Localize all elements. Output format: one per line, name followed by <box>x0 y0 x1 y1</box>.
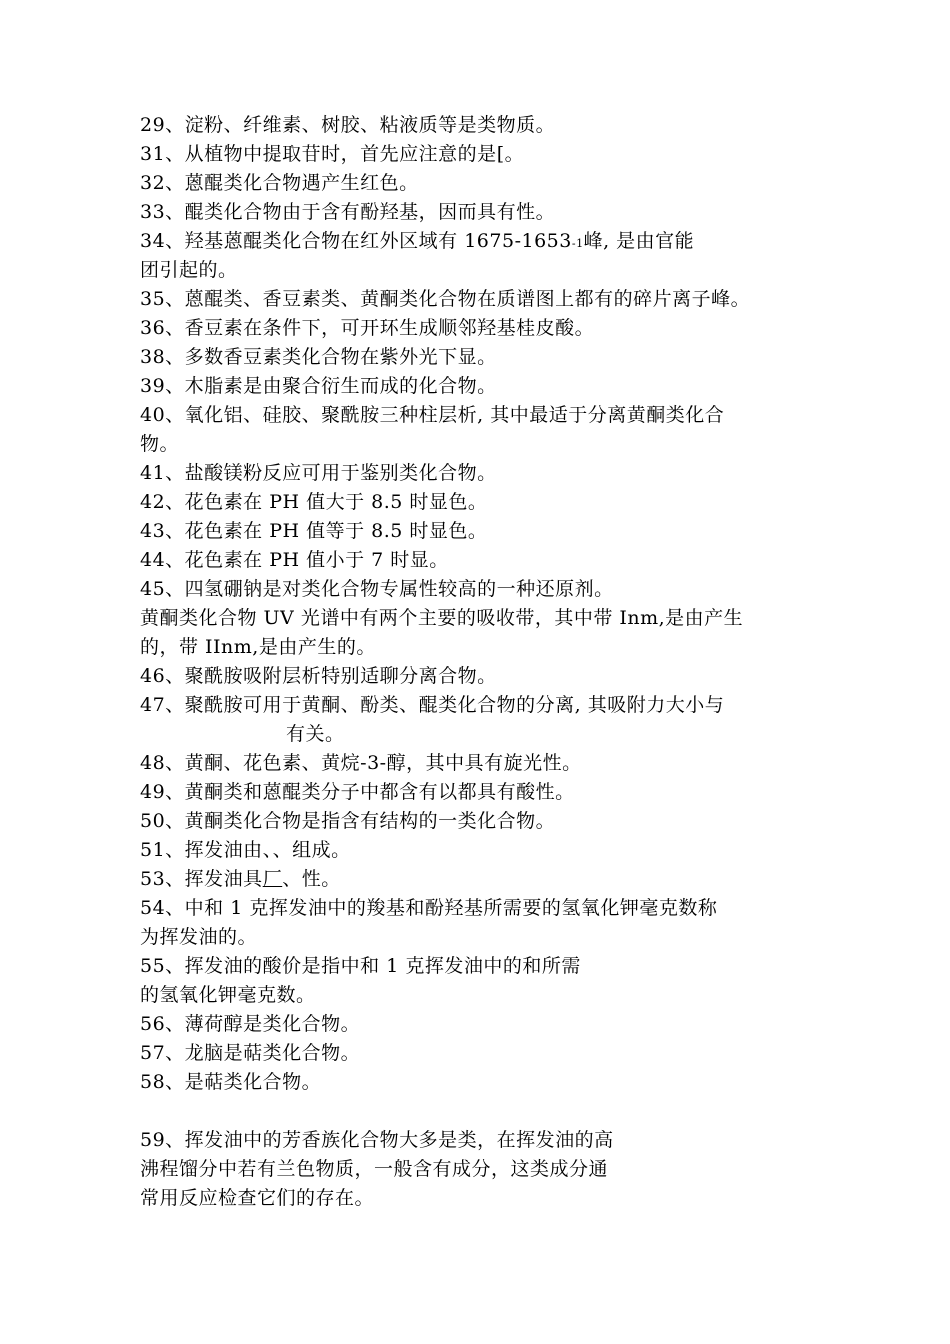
text-line: 29、淀粉、纤维素、树胶、粘液质等是类物质。 <box>140 114 556 136</box>
text-line-part: 34、羟基蒽醌类化合物在红外区域有 1675-1653 <box>140 230 572 252</box>
text-line: 57、龙脑是萜类化合物。 <box>140 1042 361 1064</box>
text-line: 的氢氧化钾毫克数。 <box>140 984 316 1006</box>
text-line: 59、挥发油中的芳香族化合物大多是类，在挥发油的高 <box>140 1129 614 1151</box>
text-line: 有关。 <box>286 723 345 745</box>
text-line: 35、蒽醌类、香豆素类、黄酮类化合物在质谱图上都有的碎片离子峰。 <box>140 288 751 310</box>
text-line: 沸程馏分中若有兰色物质，一般含有成分，这类成分通 <box>140 1158 609 1180</box>
text-line-part: 53、挥发油具 <box>140 868 263 890</box>
answer-blank: 厂 <box>262 868 283 890</box>
superscript-unit: -1 <box>571 237 584 250</box>
text-line: 36、香豆素在条件下，可开环生成顺邻羟基桂皮酸。 <box>140 317 595 339</box>
text-line: 黄酮类化合物 UV 光谱中有两个主要的吸收带，其中带 Inm,是由产生 <box>140 607 744 629</box>
text-line: 50、黄酮类化合物是指含有结构的一类化合物。 <box>140 810 556 832</box>
text-line: 45、四氢硼钠是对类化合物专属性较高的一种还原剂。 <box>140 578 614 600</box>
text-line: 58、是萜类化合物。 <box>140 1071 322 1093</box>
text-line <box>140 865 840 894</box>
text-line: 54、中和 1 克挥发油中的羧基和酚羟基所需要的氢氧化钾毫克数称 <box>140 897 718 919</box>
text-line: 的，带 IInm,是由产生的。 <box>140 636 376 658</box>
text-line: 55、挥发油的酸价是指中和 1 克挥发油中的和所需 <box>140 955 581 977</box>
text-line: 38、多数香豆素类化合物在紫外光下显。 <box>140 346 497 368</box>
text-line: 42、花色素在 PH 值大于 8.5 时显色。 <box>140 491 488 513</box>
text-line <box>140 227 840 256</box>
text-line: 团引起的。 <box>140 259 238 281</box>
text-line: 常用反应检查它们的存在。 <box>140 1187 375 1209</box>
text-line: 56、薄荷醇是类化合物。 <box>140 1013 361 1035</box>
text-line: 51、挥发油由、、组成。 <box>140 839 351 861</box>
text-line-end: 峰, 是由官能 <box>583 230 695 252</box>
text-line: 物。 <box>140 433 180 455</box>
text-line: 32、蒽醌类化合物遇产生红色。 <box>140 172 419 194</box>
document-body <box>140 111 840 1213</box>
text-line <box>140 140 840 169</box>
text-line: 44、花色素在 PH 值小于 7 时显。 <box>140 549 449 571</box>
text-line: 40、氧化铝、硅胶、聚酰胺三种柱层析, 其中最适于分离黄酮类化合 <box>140 404 725 426</box>
paragraph-gap <box>140 1097 840 1126</box>
text-line: 46、聚酰胺吸附层析特别适聊分离合物。 <box>140 665 497 687</box>
text-line-part: 31、从植物中提取苷时，首先应注意的是 <box>140 143 497 165</box>
text-line: 43、花色素在 PH 值等于 8.5 时显色。 <box>140 520 488 542</box>
text-line: 39、木脂素是由聚合衍生而成的化合物。 <box>140 375 497 397</box>
answer-blank: [ <box>496 143 505 165</box>
text-line: 48、黄酮、花色素、黄烷-3-醇，其中具有旋光性。 <box>140 752 582 774</box>
text-line: 47、聚酰胺可用于黄酮、酚类、醌类化合物的分离, 其吸附力大小与 <box>140 694 725 716</box>
text-line: 为挥发油的。 <box>140 926 258 948</box>
text-line: 41、盐酸镁粉反应可用于鉴别类化合物。 <box>140 462 497 484</box>
text-line: 33、醌类化合物由于含有酚羟基，因而具有性。 <box>140 201 556 223</box>
text-line-end: 。 <box>504 143 525 165</box>
text-line-end: 、性。 <box>282 868 341 890</box>
text-line: 49、黄酮类和蒽醌类分子中都含有以都具有酸性。 <box>140 781 575 803</box>
